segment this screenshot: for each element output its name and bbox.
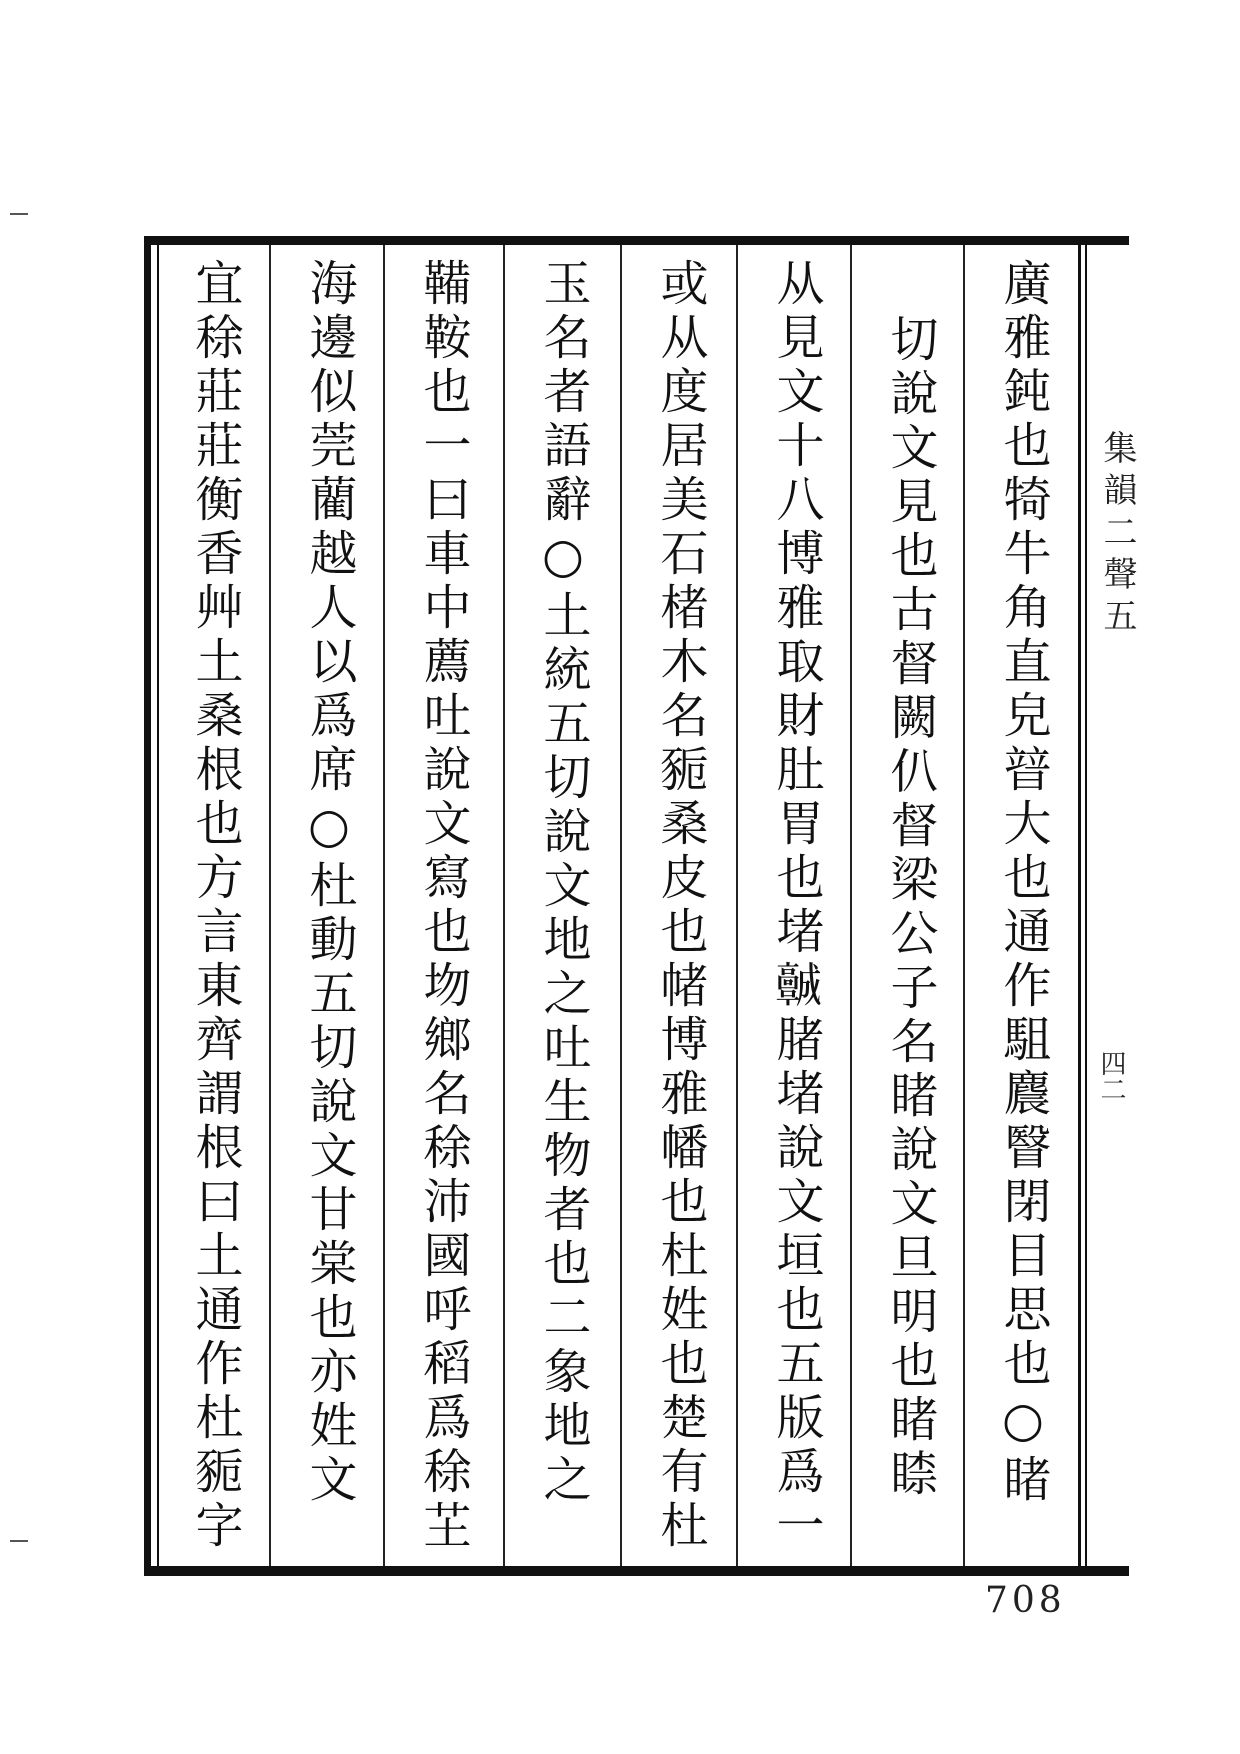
page-number: 708 xyxy=(985,1580,1066,1621)
frame-left-border xyxy=(144,236,151,1576)
text-column-1: 廣雅鈍也犄牛角直皃暜大也通作駔麎瞖閉目思也○睹 xyxy=(995,258,1051,1508)
margin-title: 集韻二聲五 xyxy=(1097,430,1137,640)
text-column-8: 宜稌莊莊衡香艸土桑根也方言東齊謂根曰土通作杜䝈字 xyxy=(187,258,243,1554)
text-column-3: 从見文十八博雅取財肚胃也堵𩫨䐗堵說文垣也五版爲一 xyxy=(768,258,824,1554)
frame-right-border-inner xyxy=(1085,245,1087,1566)
text-column-6: 鞴鞍也一曰車中薦吐說文寫也圽鄉名稌沛國呼稻爲稌芏 xyxy=(415,258,471,1554)
margin-leaf-number: 四二 xyxy=(1096,1050,1126,1102)
column-divider xyxy=(620,245,622,1566)
text-column-4: 或从度居美石楮木名䝈桑皮也帾博雅幡也杜姓也楚有杜 xyxy=(652,258,708,1554)
frame-inner-left-border xyxy=(157,245,159,1566)
scan-mark xyxy=(10,1540,28,1542)
column-divider xyxy=(503,245,505,1566)
frame-right-border xyxy=(1078,245,1081,1566)
frame-bottom-border xyxy=(144,1566,1129,1576)
text-column-2: 切說文見也古督闕仈督梁公子名睹說文旦明也睹𥈡 xyxy=(882,314,938,1502)
frame-top-border xyxy=(144,236,1129,245)
column-divider xyxy=(736,245,738,1566)
text-column-7: 海邊似莞藺越人以爲席○杜動五切說文甘棠也亦姓文 xyxy=(301,258,357,1508)
text-column-5: 玉名者語辭○土統五切說文地之吐生物者也二象地之 xyxy=(535,258,591,1508)
scan-mark xyxy=(10,213,28,215)
